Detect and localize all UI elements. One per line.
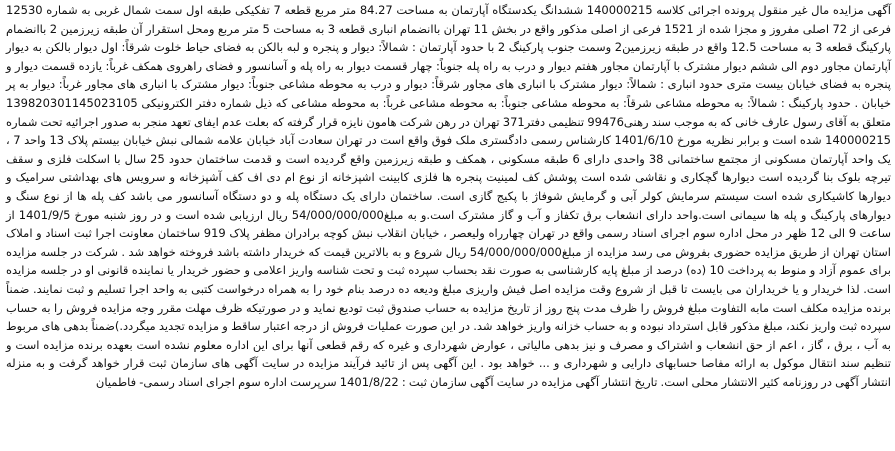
notice-body-text: آگهی مزایده مال غیر منقول پرونده اجرائی کلاسه 140000215 ششدانگ یکدستگاه آپارتمان به مساحت 84.27 متر مربع قطعه 7 تفکیکی طبقه اول سمت شمال غربی به شماره 12530 فرعی از 72 اصلی مفروز و مجزا شده از 1521 فرعی از اصلی مذکور واقع در بخش 11 تهران باانضمام انباری قطعه 3 به مساحت 5 متر مربع ومحل استقرار آن طبقه زیرزمین 2 باانضمام پارکینگ قطعه 3 به مساحت 12.5 واقع در طبقه زیرزمین2 وسمت جنوب پارکینگ 2 با حدود آپارتمان : شمالاً: دیوار و پنجره و لبه بالکن به فضای حیاط خلوت شرقاً: اول دیوار بالکن به دیوار آپارتمان مجاور دوم الی ششم دیوار مشترک با آپارتمان مجاور هفتم دیوار و درب به راه پله جنوباً: چهار قسمت دیوار به راه پله و آسانسور و فضای راهروی همکف غرباً: یازده قسمت دیوار و پنجره به فضای خیابان بیست متری حدود انباری : شمالاً: دیوار مشترک با انباری های مجاور شرقاً: دیوار و درب به محوطه مشاعی جنوباً: دیوار مشترک با انباری های مجاور غرباً: دیوار به پر خیابان . حدود پارکینگ : شمالاً: به محوطه مشاعی شرقاً: به محوطه مشاعی جنوباً: به محوطه مشاعی غرباً: به محوطه مشاعی که ذیل شماره دفتر الکترونیکی 13982030114502310​5 متعلق به آقای رسول عارف خانی که به موجب سند رهنی99476 تنظیمی دفتر371 تهران در رهن شرکت هامون نایزه قرار گرفته که بعلت عدم ایفای تعهد منجر به صدور اجرائیه تحت شماره 140000215 شده است و برابر نظریه مورخ 1401/6/10 کارشناس رسمی دادگستری ملک فوق واقع است در تهران سعادت آباد خیابان علامه شمالی نبش خیابان بیستم پلاک 13 واحد 7 ، یک واحد آپارتمان مسکونی از مجتمع ساختمانی 38 واحدی دارای 6 طبقه مسکونی ، همکف و طبقه زیرزمین واقع گردیده است و قدمت ساختمان حدود 25 سال با اسکلت فلزی و سقف تیرچه بلوک بنا گردیده است دیوارها گچکاری و نقاشی شده است پوشش کف لمینیت پنجره ها فلزی کابینت اشپزخانه از نوع ام دی اف کف آشپزخانه و سرویس های بهداشتی سرامیک و دیوارها کاشیکاری شده است سیستم سرمایش کولر آبی و گرمایش شوفاژ با پکیج گازی است. ساختمان دارای یک دستگاه پله و دو دستگاه آسانسور می باشد کف پله ها از نوع سنگ و دیوارهای پارکینگ و پله ها سیمانی است.واحد دارای انشعاب برق تکفاز و آب و گاز مشترک است.و به مبلغ54/000/000/000 ریال ارزیابی شده است و در روز شنبه مورخ 1401/9/5 از ساعت 9 الی 12 ظهر در محل اداره سوم اجرای اسناد رسمی واقع در تهران چهارراه ولیعصر ، خیابان انقلاب نبش کوچه برادران مظفر پلاک 919 ساختمان معاونت اجرا ثبت اسناد و املاک استان تهران از طریق مزایده حضوری بفروش می رسد مزایده از مبلغ54/000/000/000 ریال شروع و به بالاترین قیمت که خریدار داشته باشد فروخته خواهد شد . شرکت در جلسه مزایده برای عموم آزاد و منوط به پرداخت 10 (ده) درصد از مبلغ پایه کارشناسی به صورت نقد بحساب سپرده ثبت و تحت شناسه واریز اعلامی و حضور خریدار یا نماینده قانونی او در جلسه مزایده است. لذا خریدار و یا خریداران می بایست تا قبل از شروع وقت مزایده اصل فیش واریزی مبلغ ودیعه ده درصد بنام خود را به همراه درخواست کتبی به واحد اجرا تسلیم و ثبت نمایند. ضمناً برنده مزایده مکلف است مابه التفاوت مبلغ فروش را ظرف مدت پنج روز از تاریخ مزایده به حساب صندوق ثبت تودیع نماید و در صورتیکه ظرف مهلت مقرر وجه مزایده فروش را به حساب سپرده ثبت واریز نکند، مبلغ مذکور قابل استرداد نبوده و به حساب خزانه واریز خواهد شد. در این صورت عملیات فروش از درجه اعتبار ساقط و مزایده تجدید میگردد.)ضمناً بدهی های مربوط به آب ، برق ، گاز ، اعم از حق انشعاب و اشتراک و مصرف و نیز بدهی مالیاتی ، عوارض شهرداری و غیره که رقم قطعی آنها برای این اداره معلوم نشده است بعهده برنده مزایده است و تنظیم سند انتقال موکول به ارائه مفاصا حسابهای دارایی و شهرداری و ... خواهد بود . این آگهی پس از تائید فرآیند مزایده در سایت آگهی های سازمان ثبت قرار خواهد گرفت و به منزله انتشار آگهی در روزنامه کثیر الانتشار محلی است. تاریخ انتشار آگهی مزایده در سایت آگهی سازمان ثبت : 1401/8/22 سرپرست اداره سوم اجرای اسناد رسمی- فاطمیان xyxy=(6,3,892,389)
